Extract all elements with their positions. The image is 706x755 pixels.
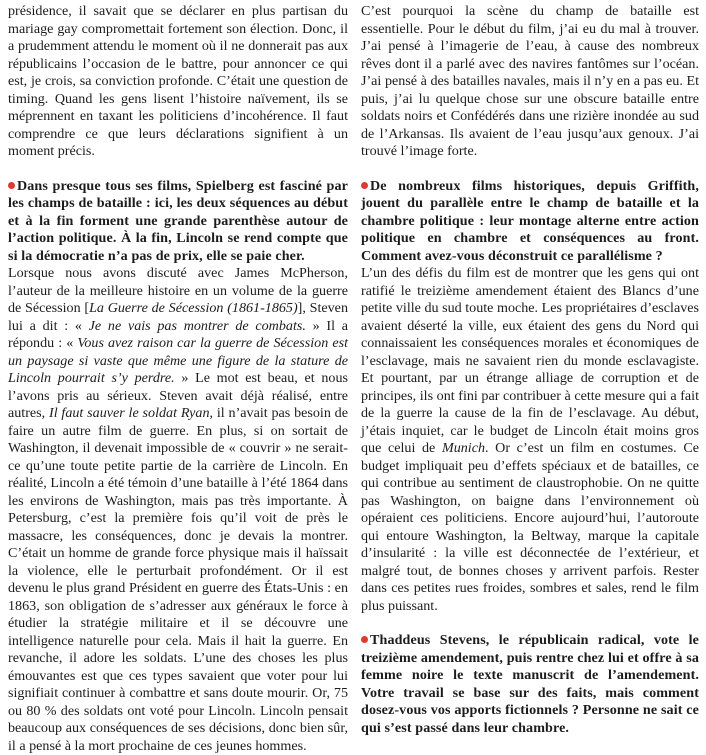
answer-text: L’un des défis du film est de montrer que les gens qui ont ratifié le treizième amendement étaient des Blancs d’une petite ville du sud toute moche. Les propriétaires d’esclaves avaient déserté la ville, eux étaient des gens du Nord qui connaissaient les conséquences morales et économiques de l’esclavage, mais ne savaient rien du monde esclavagiste. Et pourtant, par un étrange alliage de corruption et de principes, ils ont fini par contribuer à cette mesure qui a fait de la guerre la cause de la fin de l’esclavage. Au début, j’étais inquiet, car le budget de Lincoln était moins gros que celui de xyxy=(361,265,699,456)
left-column xyxy=(8,3,348,755)
book-title: La Guerre de Sécession (1861-1865) xyxy=(89,300,298,316)
question-text: Dans presque tous ses films, Spielberg est fasciné par les champs de bataille : ici, les deux séquences au début et à la fin forment une grande parenthèse autour de l’action politique. À la fin, Lincoln se rend compte que si la démocratie n’a pas de prix, elle se paie cher. xyxy=(8,177,348,264)
intro-paragraph: C’est pourquoi la scène du champ de bataille est essentielle. Pour le début du film, j’ai eu du mal à trouver. J’ai pensé à l’imagerie de l’eau, à cause des nombreux rêves dont il a parlé avec des navires fantômes sur l’océan. J’ai pensé à des batailles navales, mais il n’y en a pas eu. Et puis, j’ai lu quelque chose sur une obscure bataille entre soldats noirs et Confédérés dans une rizière inondée au sud de l’Arkansas. Ils avaient de l’eau jusqu’aux genoux. J’ai trouvé l’image forte. xyxy=(361,3,699,159)
quote-text: Je ne vais pas montrer de combats. xyxy=(81,317,306,334)
spacer xyxy=(361,161,699,178)
film-title: Il faut sauver le soldat Ryan xyxy=(49,405,210,421)
spacer xyxy=(361,615,699,632)
answer-text: . Or c’est un film en costumes. Ce budget impliquait peu d’effets spéciaux et de batailles, ce qui contribue au sentiment de claustrophobie. On ne quitte pas Washington, on baigne dans l’environnement où opéraient ces politiciens. Encore aujourd’hui, l’autoroute qui entoure Washington, la Beltway, marque la capitale d’insularité : la ville est déconnectée de l’extérieur, et malgré tout, de bonnes choses y arrivent parfois. Rester dans ces petites rues froides, sombres et sales, rend le film plus puissant. xyxy=(361,440,699,614)
question-text: De nombreux films historiques, depuis Griffith, jouent du parallèle entre le champ de bataille et la chambre politique : leur montage alterne entre action politique en chambre et conséquences au front. Comment avez-vous déconstruit ce parallélisme ? xyxy=(361,177,699,264)
spacer xyxy=(8,161,348,178)
red-bullet-icon xyxy=(361,182,368,189)
red-bullet-icon xyxy=(361,636,368,643)
interview-answer xyxy=(8,265,348,755)
quote-text: Vous avez raison car la guerre de Sécession est un paysage si vaste que même une figure de la stature de Lincoln pourrait s’y perdre. xyxy=(8,335,348,386)
answer-text: Lorsque nous avons discuté avec James McPherson, l’auteur de la meilleure histoire en un volume de la guerre de Sécession [ xyxy=(8,265,348,316)
film-title: Munich xyxy=(441,440,486,456)
question-text: Thaddeus Stevens, le républicain radical, vote le treizième amendement, puis rentre chez lui et offre à sa femme noire le texte manuscrit de l’amendement. Votre travail se base sur des faits, mais comment dosez-vous vos apports fictionnels ? Personne ne sait ce qui s’est passé dans leur chambre. xyxy=(361,632,699,736)
intro-paragraph: présidence, il savait que se déclarer en plus partisan du mariage gay compromettait fortement son élection. Donc, il a prudemment attendu le moment où il ne donnerait pas aux républicains l’occasion de le battre, pour annoncer ce qui est, je crois, sa conviction profonde. C’était une question de timing. Quand les gens lisent l’histoire naïvement, ils se méprennent en taxant les politiciens d’incohérence. Il faut comprendre ce que leurs déclarations signifient à un moment précis. xyxy=(8,3,348,159)
right-column xyxy=(361,3,699,737)
answer-text: » Il a répondu : « xyxy=(8,317,348,351)
answer-text: , il n’avait pas besoin de faire un autre film de guerre. En plus, si on sortait de Washington, il devenait impossible de « couvrir » ne serait-ce qu’une toute petite partie de la carrière de Lincoln. En réalité, Lincoln a été témoin d’une bataille à l’été 1864 dans les environs de Washington, mais pas très importante. À Petersburg, c’est la première fois qu’il voit de près le massacre, les conséquences, donc je devais la montrer. C’était un homme de grande force physique mais il haïssait la violence, elle le perturbait profondément. Or il est devenu le plus grand Président en guerre des États-Unis : en 1863, son obligation de s’adresser aux généraux le force à étudier la stratégie militaire et il se découvre une intelligence naturelle pour cela. Mais il hait la guerre. En revanche, il adore les soldats. L’une des choses les plus émouvantes est que ces types savaient que voter pour lui signifiait continuer à combattre et sans doute mourir. Or, 75 ou 80 % des soldats ont voté pour Lincoln. Lincoln pensait beaucoup aux conséquences de ses décisions, donc bien sûr, il a pensé à la mort prochaine de ces jeunes hommes. xyxy=(8,405,348,754)
answer-text: » Le mot est beau, et nous l’avons pris au sérieux. Steven avait déjà réalisé, entre autres, xyxy=(8,370,348,421)
answer-text: ], Steven lui a dit : « xyxy=(8,300,348,334)
interview-question xyxy=(8,178,348,266)
interview-answer xyxy=(361,265,699,615)
interview-question xyxy=(361,178,699,266)
interview-question xyxy=(361,632,699,737)
red-bullet-icon xyxy=(8,182,15,189)
